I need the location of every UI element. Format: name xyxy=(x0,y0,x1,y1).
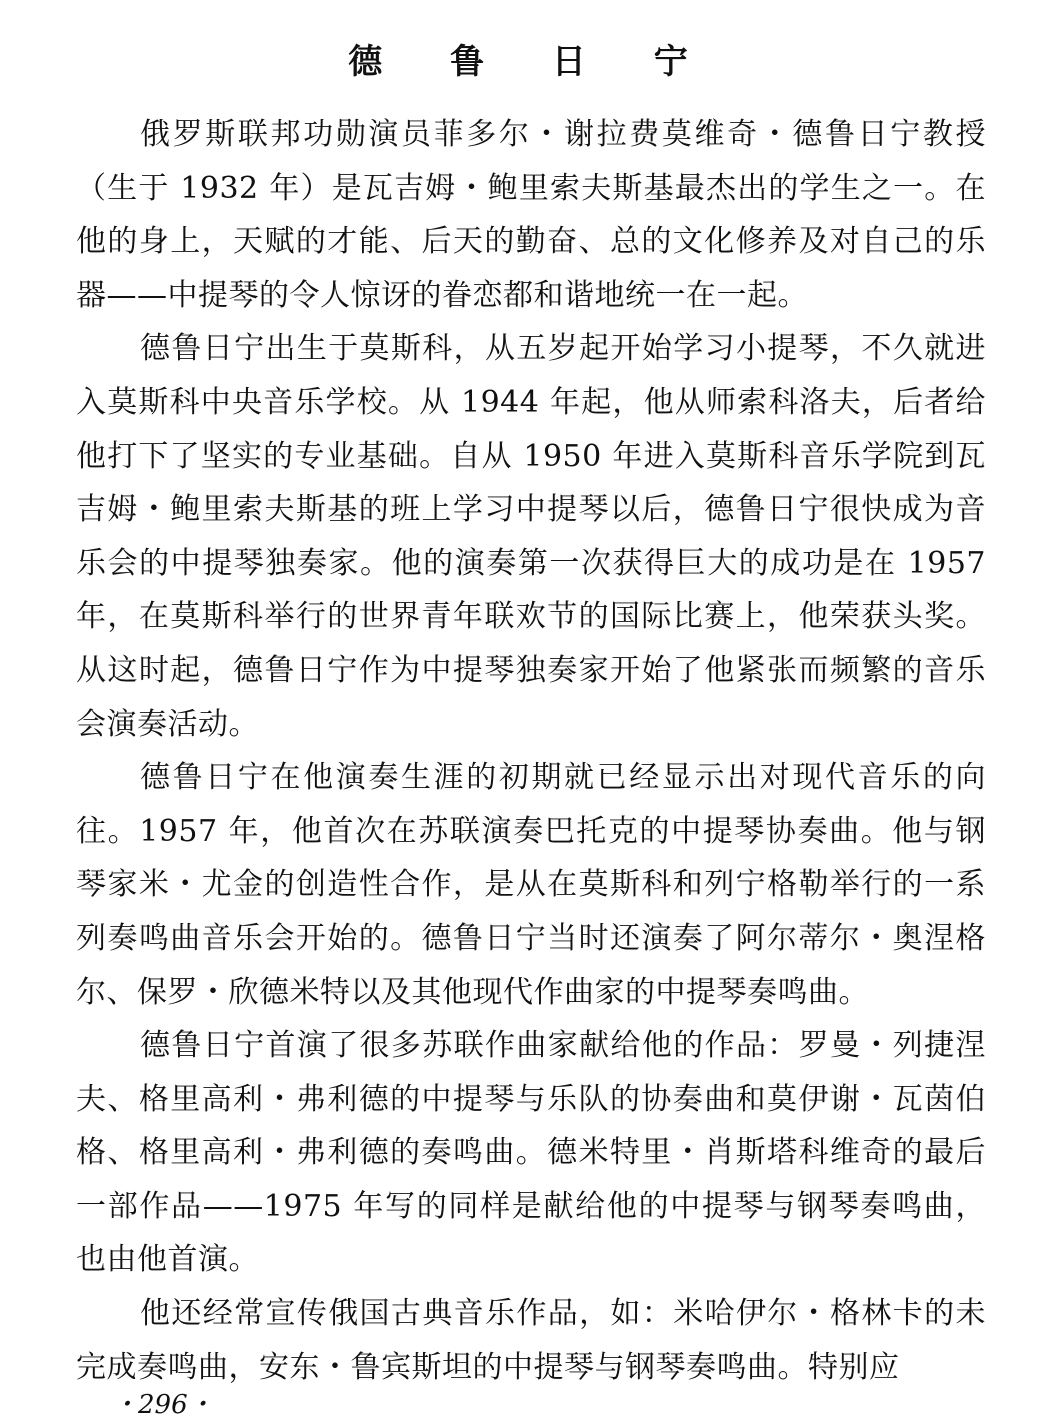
paragraph-5: 他还经常宣传俄国古典音乐作品，如：米哈伊尔・格林卡的未完成奏鸣曲，安东・鲁宾斯坦的中提琴与钢琴奏鸣曲。特别应 xyxy=(76,1296,986,1385)
paragraph-4: 德鲁日宁首演了很多苏联作曲家献给他的作品：罗曼・列捷涅夫、格里高利・弗利德的中提琴与乐队的协奏曲和莫伊谢・瓦茵伯格、格里高利・弗利德的奏鸣曲。德米特里・肖斯塔科维奇的最后一部作品——1975 年写的同样是献给他的中提琴与钢琴奏鸣曲，也由他首演。 xyxy=(76,1028,986,1278)
article-body xyxy=(76,108,986,1394)
page-number: ・296・ xyxy=(112,1390,214,1420)
page-title: 德 鲁 日 宁 xyxy=(348,42,716,82)
paragraph-1: 俄罗斯联邦功勋演员菲多尔・谢拉费莫维奇・德鲁日宁教授（生于 1932 年）是瓦吉姆・鲍里索夫斯基最杰出的学生之一。在他的身上，天赋的才能、后天的勤奋、总的文化修养及对自己的乐器——中提琴的令人惊讶的眷恋都和谐地统一在一起。 xyxy=(76,117,986,313)
paragraph-3: 德鲁日宁在他演奏生涯的初期就已经显示出对现代音乐的向往。1957 年，他首次在苏联演奏巴托克的中提琴协奏曲。他与钢琴家米・尤金的创造性合作，是从在莫斯科和列宁格勒举行的一系列奏鸣曲音乐会开始的。德鲁日宁当时还演奏了阿尔蒂尔・奥涅格尔、保罗・欣德米特以及其他现代作曲家的中提琴奏鸣曲。 xyxy=(76,760,986,1010)
paragraph-2: 德鲁日宁出生于莫斯科，从五岁起开始学习小提琴，不久就进入莫斯科中央音乐学校。从 1944 年起，他从师索科洛夫，后者给他打下了坚实的专业基础。自从 1950 年进入莫斯科音乐学院到瓦吉姆・鲍里索夫斯基的班上学习中提琴以后，德鲁日宁很快成为音乐会的中提琴独奏家。他的演奏第一次获得巨大的成功是在 1957 年，在莫斯科举行的世界青年联欢节的国际比赛上，他荣获头奖。从这时起，德鲁日宁作为中提琴独奏家开始了他紧张而频繁的音乐会演奏活动。 xyxy=(76,331,986,742)
